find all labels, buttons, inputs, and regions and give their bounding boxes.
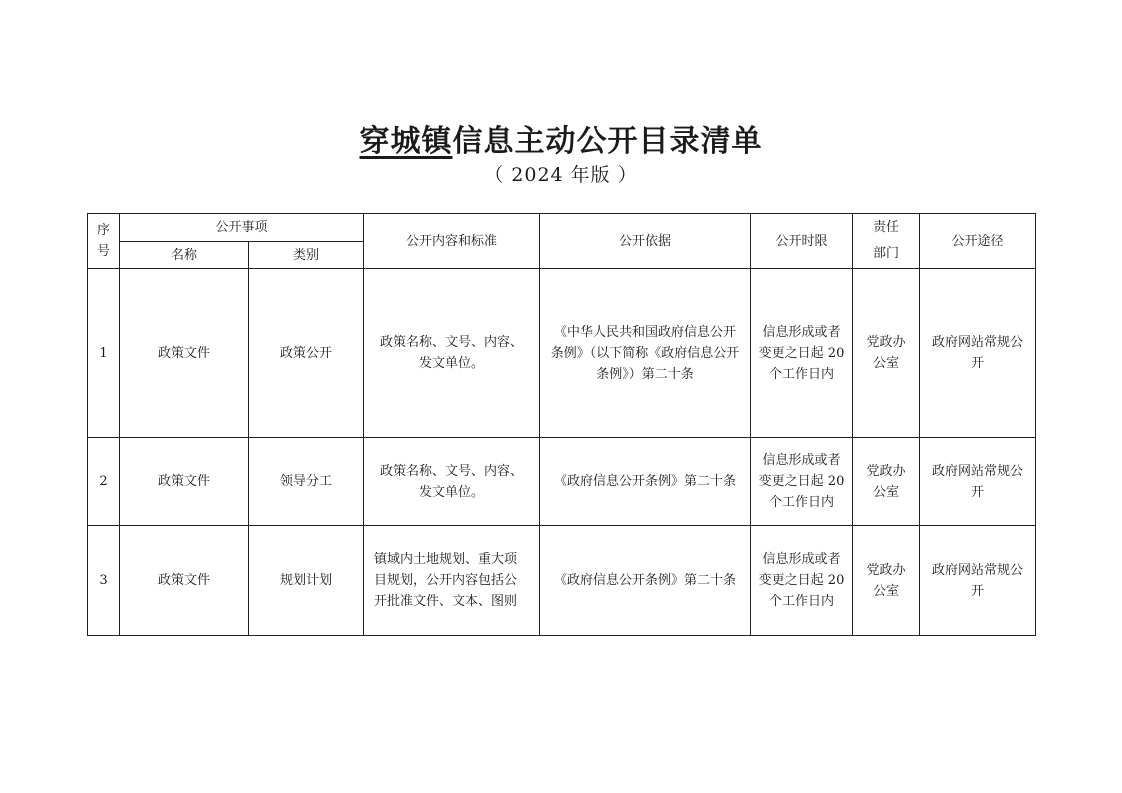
title-town-name: 穿城镇 bbox=[359, 124, 453, 159]
row-content: 政策名称、文号、内容、发文单位。 bbox=[364, 438, 540, 526]
document-subtitle: （ 2024 年版 ） bbox=[484, 164, 638, 186]
row-dept: 党政办公室 bbox=[853, 438, 920, 526]
document-title bbox=[0, 116, 1122, 160]
row-channel: 政府网站常规公开 bbox=[920, 269, 1036, 438]
row-basis: 《中华人民共和国政府信息公开条例》（以下简称《政府信息公开条例》）第二十条 bbox=[540, 269, 751, 438]
row-seq: 2 bbox=[88, 438, 120, 526]
header-dept: 责任 部门 bbox=[853, 214, 920, 269]
row-dept: 党政办公室 bbox=[853, 526, 920, 636]
header-content: 公开内容和标准 bbox=[364, 214, 540, 269]
row-content: 镇域内土地规划、重大项目规划，公开内容包括公开批准文件、文本、图则 bbox=[364, 526, 540, 636]
disclosure-catalog-table bbox=[87, 213, 1036, 636]
row-seq: 1 bbox=[88, 269, 120, 438]
header-category: 类别 bbox=[249, 242, 364, 269]
row-category: 领导分工 bbox=[249, 438, 364, 526]
header-basis: 公开依据 bbox=[540, 214, 751, 269]
row-name: 政策文件 bbox=[120, 438, 249, 526]
row-time-limit: 信息形成或者变更之日起 20 个工作日内 bbox=[751, 269, 853, 438]
table-row bbox=[88, 438, 1036, 526]
header-channel: 公开途径 bbox=[920, 214, 1036, 269]
row-basis: 《政府信息公开条例》第二十条 bbox=[540, 438, 751, 526]
row-basis: 《政府信息公开条例》第二十条 bbox=[540, 526, 751, 636]
row-time-limit: 信息形成或者变更之日起 20 个工作日内 bbox=[751, 438, 853, 526]
table-row bbox=[88, 269, 1036, 438]
header-name: 名称 bbox=[120, 242, 249, 269]
table-row bbox=[88, 526, 1036, 636]
row-content: 政策名称、文号、内容、发文单位。 bbox=[364, 269, 540, 438]
row-seq: 3 bbox=[88, 526, 120, 636]
row-channel: 政府网站常规公开 bbox=[920, 526, 1036, 636]
row-time-limit: 信息形成或者变更之日起 20 个工作日内 bbox=[751, 526, 853, 636]
row-category: 规划计划 bbox=[249, 526, 364, 636]
row-name: 政策文件 bbox=[120, 526, 249, 636]
row-name: 政策文件 bbox=[120, 269, 249, 438]
header-time-limit: 公开时限 bbox=[751, 214, 853, 269]
header-group: 公开事项 bbox=[120, 214, 364, 242]
row-dept: 党政办公室 bbox=[853, 269, 920, 438]
title-text: 信息主动公开目录清单 bbox=[452, 124, 763, 159]
row-category: 政策公开 bbox=[249, 269, 364, 438]
row-channel: 政府网站常规公开 bbox=[920, 438, 1036, 526]
header-seq: 序 号 bbox=[88, 214, 120, 269]
